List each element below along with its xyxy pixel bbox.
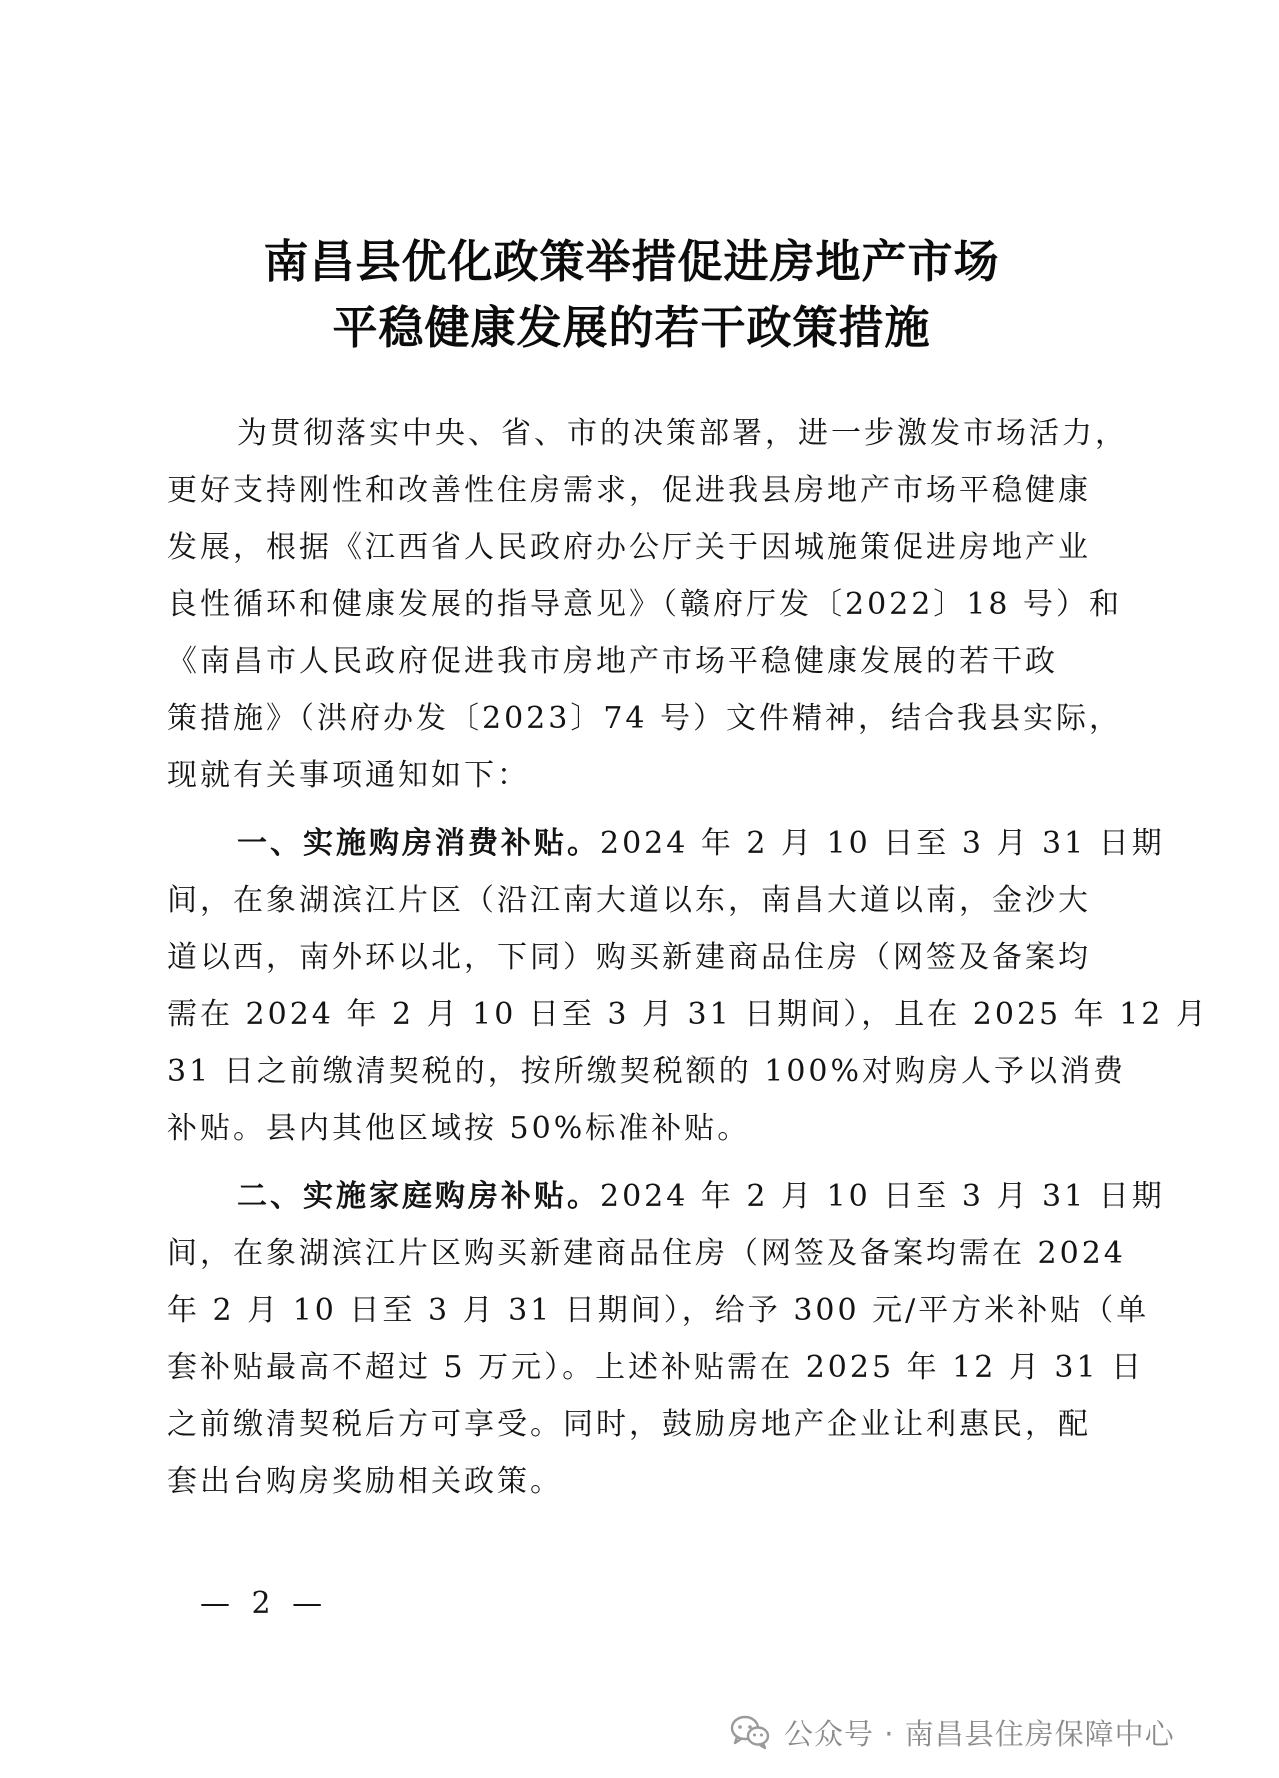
section-2-heading: 二、实施家庭购房补贴。 — [237, 1179, 600, 1214]
paragraph-line: 更好支持刚性和改善性住房需求，促进我县房地产市场平稳健康 — [167, 473, 1091, 508]
paragraph-line: 间，在象湖滨江片区（沿江南大道以东，南昌大道以南，金沙大 — [167, 883, 1091, 918]
section-1-heading: 一、实施购房消费补贴。 — [237, 826, 600, 861]
paragraph-line: 道以西，南外环以北，下同）购买新建商品住房（网签及备案均 — [167, 940, 1091, 975]
paragraph-line: 发展，根据《江西省人民政府办公厅关于因城施策促进房地产业 — [167, 530, 1091, 565]
paragraph-line: 需在 2024 年 2 月 10 日至 3 月 31 日期间），且在 2025 年 12 月 — [167, 997, 1209, 1032]
paragraph-line: 为贯彻落实中央、省、市的决策部署，进一步激发市场活力， — [237, 416, 1128, 451]
paragraph-line: 补贴。县内其他区域按 50%标准补贴。 — [167, 1111, 751, 1146]
paragraph-line: 年 2 月 10 日至 3 月 31 日期间），给予 300 元/平方米补贴（单 — [167, 1293, 1150, 1328]
paragraph-line: 套补贴最高不超过 5 万元）。上述补贴需在 2025 年 12 月 31 日 — [167, 1350, 1145, 1385]
paragraph-line: 31 日之前缴清契税的，按所缴契税额的 100%对购房人予以消费 — [167, 1054, 1127, 1089]
section-1-first-line-text: 2024 年 2 月 10 日至 3 月 31 日期 — [600, 826, 1165, 861]
paragraph-line: 《南昌市人民政府促进我市房地产市场平稳健康发展的若干政 — [167, 644, 1058, 679]
watermark-text: 公众号 · 南昌县住房保障中心 — [784, 1716, 1175, 1751]
section-2-first-line — [237, 1168, 1165, 1225]
paragraph-line: 良性循环和健康发展的指导意见》（赣府厅发〔2022〕18 号）和 — [167, 587, 1123, 622]
paragraph-line: 间，在象湖滨江片区购买新建商品住房（网签及备案均需在 2024 — [167, 1236, 1126, 1271]
document-title-line-2: 平稳健康发展的若干政策措施 — [332, 301, 931, 354]
paragraph-line: 套出台购房奖励相关政策。 — [167, 1464, 563, 1499]
paragraph-line: 之前缴清契税后方可享受。同时，鼓励房地产企业让利惠民，配 — [167, 1407, 1091, 1442]
wechat-watermark — [730, 1710, 1175, 1754]
paragraph-line: 策措施》（洪府办发〔2023〕74 号）文件精神，结合我县实际， — [167, 701, 1123, 736]
paragraph-line: 现就有关事项通知如下： — [167, 758, 530, 793]
section-1-first-line — [237, 815, 1165, 872]
section-2-first-line-text: 2024 年 2 月 10 日至 3 月 31 日期 — [600, 1179, 1165, 1214]
wechat-icon — [730, 1714, 770, 1750]
document-title-line-1: 南昌县优化政策举措促进房地产市场 — [263, 235, 1000, 288]
page-number: — 2 — — [200, 1586, 329, 1621]
